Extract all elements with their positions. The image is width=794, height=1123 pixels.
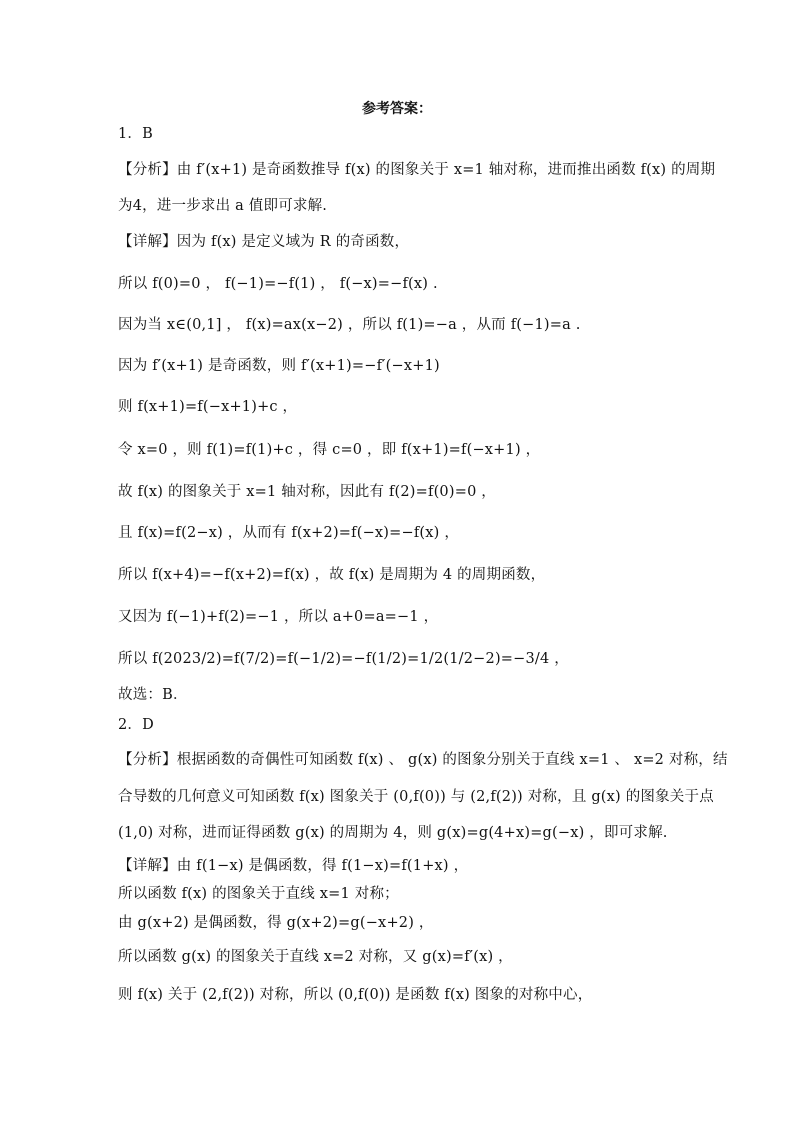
answer-1-detail-line-2: 所以 f(0)=0 ， f(−1)=−f(1) ， f(−x)=−f(x) . — [118, 276, 438, 292]
answer-1-detail-line-6: 令 x=0 ，则 f(1)=f(1)+c ，得 c=0 ，即 f(x+1)=f(−x+1) ， — [118, 442, 541, 458]
answer-1-detail-line-11: 所以 f(2023/2)=f(7/2)=f(−1/2)=−f(1/2)=1/2(1/2−2)=−3/4 ， — [118, 651, 569, 667]
answer-1-detail-line-4: 因为 f′(x+1) 是奇函数，则 f′(x+1)=−f′(−x+1) — [118, 358, 440, 374]
answer-2-analysis-line-1: 【分析】根据函数的奇偶性可知函数 f(x) 、 g(x) 的图象分别关于直线 x=1 、 x=2 对称，结 — [118, 752, 728, 768]
answer-1-heading: 1．B — [118, 126, 153, 142]
answer-1-detail-line-10: 又因为 f(−1)+f(2)=−1 ，所以 a+0=a=−1 ， — [118, 609, 439, 625]
answer-1-analysis-line-2: 为4，进一步求出 a 值即可求解. — [118, 198, 328, 214]
answer-2-heading: 2．D — [118, 717, 154, 733]
answer-1-detail-line-1: 【详解】因为 f(x) 是定义域为 R 的奇函数， — [118, 234, 410, 250]
answer-2-detail-line-2: 所以函数 f(x) 的图象关于直线 x=1 对称； — [118, 886, 399, 902]
answer-2-detail-line-5: 则 f(x) 关于 (2,f(2)) 对称，所以 (0,f(0)) 是函数 f(x) 图象的对称中心， — [118, 987, 593, 1003]
answer-1-analysis-line-1: 【分析】由 f′(x+1) 是奇函数推导 f(x) 的图象关于 x=1 轴对称，进而推出函数 f(x) 的周期 — [118, 162, 716, 178]
answer-1-detail-line-9: 所以 f(x+4)=−f(x+2)=f(x) ，故 f(x) 是周期为 4 的周期函数， — [118, 567, 546, 583]
answer-2-analysis-line-2: 合导数的几何意义可知函数 f(x) 图象关于 (0,f(0)) 与 (2,f(2)) 对称，且 g(x) 的图象关于点 — [118, 789, 714, 805]
answer-1-conclusion: 故选：B． — [118, 687, 188, 703]
answer-1-detail-line-3: 因为当 x∈(0,1] ， f(x)=ax(x−2) ，所以 f(1)=−a ，从而 f(−1)=a . — [118, 317, 581, 333]
answer-1-detail-line-7: 故 f(x) 的图象关于 x=1 轴对称，因此有 f(2)=f(0)=0 ， — [118, 484, 496, 500]
answer-2-detail-line-3: 由 g(x+2) 是偶函数，得 g(x+2)=g(−x+2) ， — [118, 915, 434, 931]
answer-2-detail-line-1: 【详解】由 f(1−x) 是偶函数，得 f(1−x)=f(1+x) ， — [118, 858, 469, 874]
answer-2-detail-line-4: 所以函数 g(x) 的图象关于直线 x=2 对称，又 g(x)=f′(x) ， — [118, 949, 513, 965]
page-title: 参考答案： — [362, 101, 432, 117]
answer-1-detail-line-8: 且 f(x)=f(2−x) ，从而有 f(x+2)=f(−x)=−f(x) ， — [118, 525, 460, 541]
answer-1-detail-line-5: 则 f(x+1)=f(−x+1)+c ， — [118, 399, 298, 415]
answer-2-analysis-line-3: (1,0) 对称，进而证得函数 g(x) 的周期为 4，则 g(x)=g(4+x)=g(−x) ，即可求解. — [118, 825, 668, 841]
